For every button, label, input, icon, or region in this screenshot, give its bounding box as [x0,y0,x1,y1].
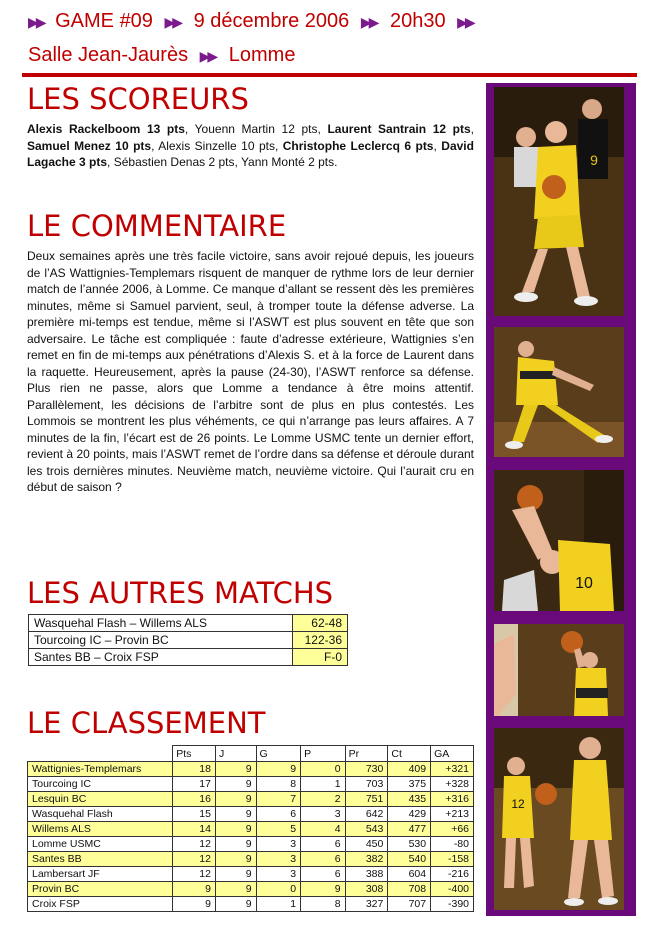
match-score: 122-36 [293,632,348,649]
scorer-entry [158,139,275,153]
double-arrow-icon: ▶▶ [28,14,44,30]
standings-cell: 308 [345,882,388,897]
standings-cell: 382 [345,852,388,867]
standings-cell: 6 [301,837,346,852]
standings-cell: 12 [173,837,216,852]
standings-header: Pr [345,746,388,762]
commentaire-text: Deux semaines après une très facile victoire, sans avoir rejoué depuis, les joueurs de l’AS Wattignies-Templemars risquent de manquer de rythme lors de leur dernier match de l’année 2006, à Lomme. Ce manque d’allant se ressent dès les premières minutes, même si Samuel parvient, seul, à tromper toute la défense adverse. La première mi-temps est tendue, même si l’ASWT est plus souvent en tête que son adversaire. Le tâche est compliquée : faute d’adresse extérieure, Wattignies s’en remet en fin de mi-temps aux pénétrations d’Alexis S. et à la force de Laurent dans la raquette. Heureusement, après la pause (24-30), l’ASWT renforce sa défense. Plus rien ne passe, alors que Lomme a tendance à être moins attentif. Parallèlement, les décisions de l’arbitre sont de plus en plus contestés. Les Lommois se montrent les plus véhéments, ce qui n’arrange pas leurs affaires. A 7 minutes de la fin, l’écart est de 26 points. Le Lomme USMC tente un dernier effort, revient à 20 points, mais l’ASWT remet de l’ordre dans sa défense et déroule durant les trois dernières minutes. Neuvième match, neuvième victoire. Qui l’aurait cru en début de saison ? [27,249,474,494]
scorer-points: 2 pts [208,155,235,169]
scorer-points: 2 pts [308,155,335,169]
scorer-name: Christophe Leclercq [282,138,400,153]
double-arrow-icon: ▶▶ [164,14,181,30]
standings-table [27,745,474,912]
match-teams: Tourcoing IC – Provin BC [29,632,293,649]
standings-header: G [256,746,301,762]
jersey-number: 9 [590,152,598,168]
team-name: Provin BC [28,882,173,897]
scorer-points: 13 pts [146,122,185,136]
standings-cell: 604 [388,867,431,882]
standings-row [28,837,474,852]
standings-cell: 6 [301,852,346,867]
standings-cell: 2 [301,792,346,807]
standings-cell: -390 [431,897,474,912]
standings-cell: 9 [215,807,256,822]
team-name: Lomme USMC [28,837,173,852]
standings-cell: 9 [215,852,256,867]
scorer-name: Alexis Sinzelle [158,138,237,153]
standings-cell: 9 [256,762,301,777]
standings-cell: 17 [173,777,216,792]
standings-header: Ct [388,746,431,762]
standings-cell: 707 [388,897,431,912]
standings-cell: 9 [215,867,256,882]
standings-cell: 0 [256,882,301,897]
standings-cell: +328 [431,777,474,792]
standings-cell: 9 [173,897,216,912]
scorer-name: Alexis Rackelboom [27,122,141,136]
standings-row [28,777,474,792]
other-matches-table [28,614,348,666]
scorer-points: 3 pts [79,155,108,169]
standings-cell: 6 [301,867,346,882]
standings-cell: +213 [431,807,474,822]
team-name: Lambersart JF [28,867,173,882]
standings-cell: 1 [256,897,301,912]
scorer-name: Samuel Menez [27,138,111,153]
scorer-name: Laurent Santrain [327,122,427,136]
scorer-name: David Lagache [27,138,474,169]
photo-player-layup [494,624,624,716]
venue-city: Lomme [228,44,296,66]
scorer-points: 10 pts [241,138,275,153]
scorer-entry [195,122,318,136]
venue-line [28,44,295,67]
standings-cell: 375 [388,777,431,792]
standings-header: GA [431,746,474,762]
standings-row [28,897,474,912]
game-number: GAME #09 [55,10,153,32]
standings-cell: 730 [345,762,388,777]
standings-row [28,792,474,807]
standings-row [28,807,474,822]
standings-cell: 429 [388,807,431,822]
double-arrow-icon: ▶▶ [457,14,473,30]
standings-cell: +66 [431,822,474,837]
standings-cell: 751 [345,792,388,807]
standings-cell: -158 [431,852,474,867]
standings-cell: 7 [256,792,301,807]
standings-cell: 1 [301,777,346,792]
team-name: Lesquin BC [28,792,173,807]
scorers-list: Alexis Rackelboom 13 pts, Youenn Martin 12 pts, Laurent Santrain 12 pts, Samuel Menez 10 pts, Alexis Sinzelle 10 pts, Christophe Leclercq 6 pts, David Lagache 3 pts, Sébastien Denas 2 pts, Yann Monté 2 pts. [27,122,475,169]
scorer-entry [241,155,334,169]
standings-cell: 9 [215,777,256,792]
standings-cell: 9 [215,792,256,807]
scorer-name: Sébastien Denas [113,155,206,169]
game-time: 20h30 [389,10,446,32]
match-score: F-0 [293,649,348,666]
scorer-entry [327,122,470,136]
scorer-points: 12 pts [432,122,471,136]
standings-cell: 435 [388,792,431,807]
standings-cell: 18 [173,762,216,777]
team-name: Tourcoing IC [28,777,173,792]
scorer-entry [283,139,434,153]
jersey-number: 10 [575,575,593,592]
standings-cell: 9 [215,882,256,897]
standings-row [28,762,474,777]
commentaire-title: LE COMMENTAIRE [27,209,287,243]
standings-cell: 530 [388,837,431,852]
standings-cell: 0 [301,762,346,777]
standings-cell: -216 [431,867,474,882]
standings-cell: 9 [215,762,256,777]
standings-cell: +316 [431,792,474,807]
match-teams: Wasquehal Flash – Willems ALS [29,615,293,632]
match-score: 62-48 [293,615,348,632]
team-name: Willems ALS [28,822,173,837]
standings-cell: 9 [215,822,256,837]
standings-cell: -400 [431,882,474,897]
standings-row [28,822,474,837]
team-name: Santes BB [28,852,173,867]
standings-cell: 12 [173,867,216,882]
standings-cell: 388 [345,867,388,882]
photo-players-standing [494,728,624,910]
photo-player-dribbling [494,87,624,316]
standings-cell: 8 [301,897,346,912]
standings-cell: +321 [431,762,474,777]
standings-cell: 15 [173,807,216,822]
standings-cell: 9 [173,882,216,897]
standings-header-empty [28,746,173,762]
standings-cell: 12 [173,852,216,867]
standings-row [28,882,474,897]
standings-cell: 540 [388,852,431,867]
photo-player-running [494,327,624,457]
standings-cell: 409 [388,762,431,777]
classement-title: LE CLASSEMENT [27,706,266,740]
scorer-name: Youenn Martin [194,122,275,136]
standings-cell: 477 [388,822,431,837]
standings-header: P [301,746,346,762]
standings-cell: 3 [256,852,301,867]
standings-header: J [215,746,256,762]
standings-cell: 8 [256,777,301,792]
standings-cell: 450 [345,837,388,852]
team-name: Wasquehal Flash [28,807,173,822]
header-divider [22,73,637,77]
standings-cell: 642 [345,807,388,822]
double-arrow-icon: ▶▶ [199,48,216,64]
standings-cell: 16 [173,792,216,807]
scoreurs-title: LES SCOREURS [27,82,249,116]
match-row [29,649,348,666]
standings-cell: 9 [215,897,256,912]
venue-name: Salle Jean-Jaurès [28,44,189,66]
game-header-line [28,10,481,33]
match-row [29,615,348,632]
scorer-entry [27,122,185,136]
team-name: Wattignies-Templemars [28,762,173,777]
double-arrow-icon: ▶▶ [360,14,377,30]
standings-cell: 708 [388,882,431,897]
photo-player-shooting [494,470,624,611]
scorer-entry [27,139,151,153]
scorer-name: Yann Monté [240,155,305,169]
scorer-points: 6 pts [404,138,434,153]
standings-cell: 3 [256,867,301,882]
standings-header: Pts [173,746,216,762]
standings-cell: 703 [345,777,388,792]
standings-row [28,852,474,867]
standings-cell: 3 [256,837,301,852]
scorer-points: 10 pts [115,138,152,153]
team-name: Croix FSP [28,897,173,912]
match-row [29,632,348,649]
autres-matchs-title: LES AUTRES MATCHS [27,576,334,610]
standings-cell: 3 [301,807,346,822]
scorer-points: 12 pts [281,122,318,136]
standings-row [28,867,474,882]
scorer-entry [114,155,235,169]
standings-cell: 9 [215,837,256,852]
standings-cell: 327 [345,897,388,912]
standings-cell: 5 [256,822,301,837]
game-date: 9 décembre 2006 [193,10,350,32]
standings-cell: 4 [301,822,346,837]
match-teams: Santes BB – Croix FSP [29,649,293,666]
jersey-number: 12 [511,797,525,811]
standings-cell: 6 [256,807,301,822]
standings-cell: 543 [345,822,388,837]
standings-cell: -80 [431,837,474,852]
standings-cell: 14 [173,822,216,837]
standings-cell: 9 [301,882,346,897]
